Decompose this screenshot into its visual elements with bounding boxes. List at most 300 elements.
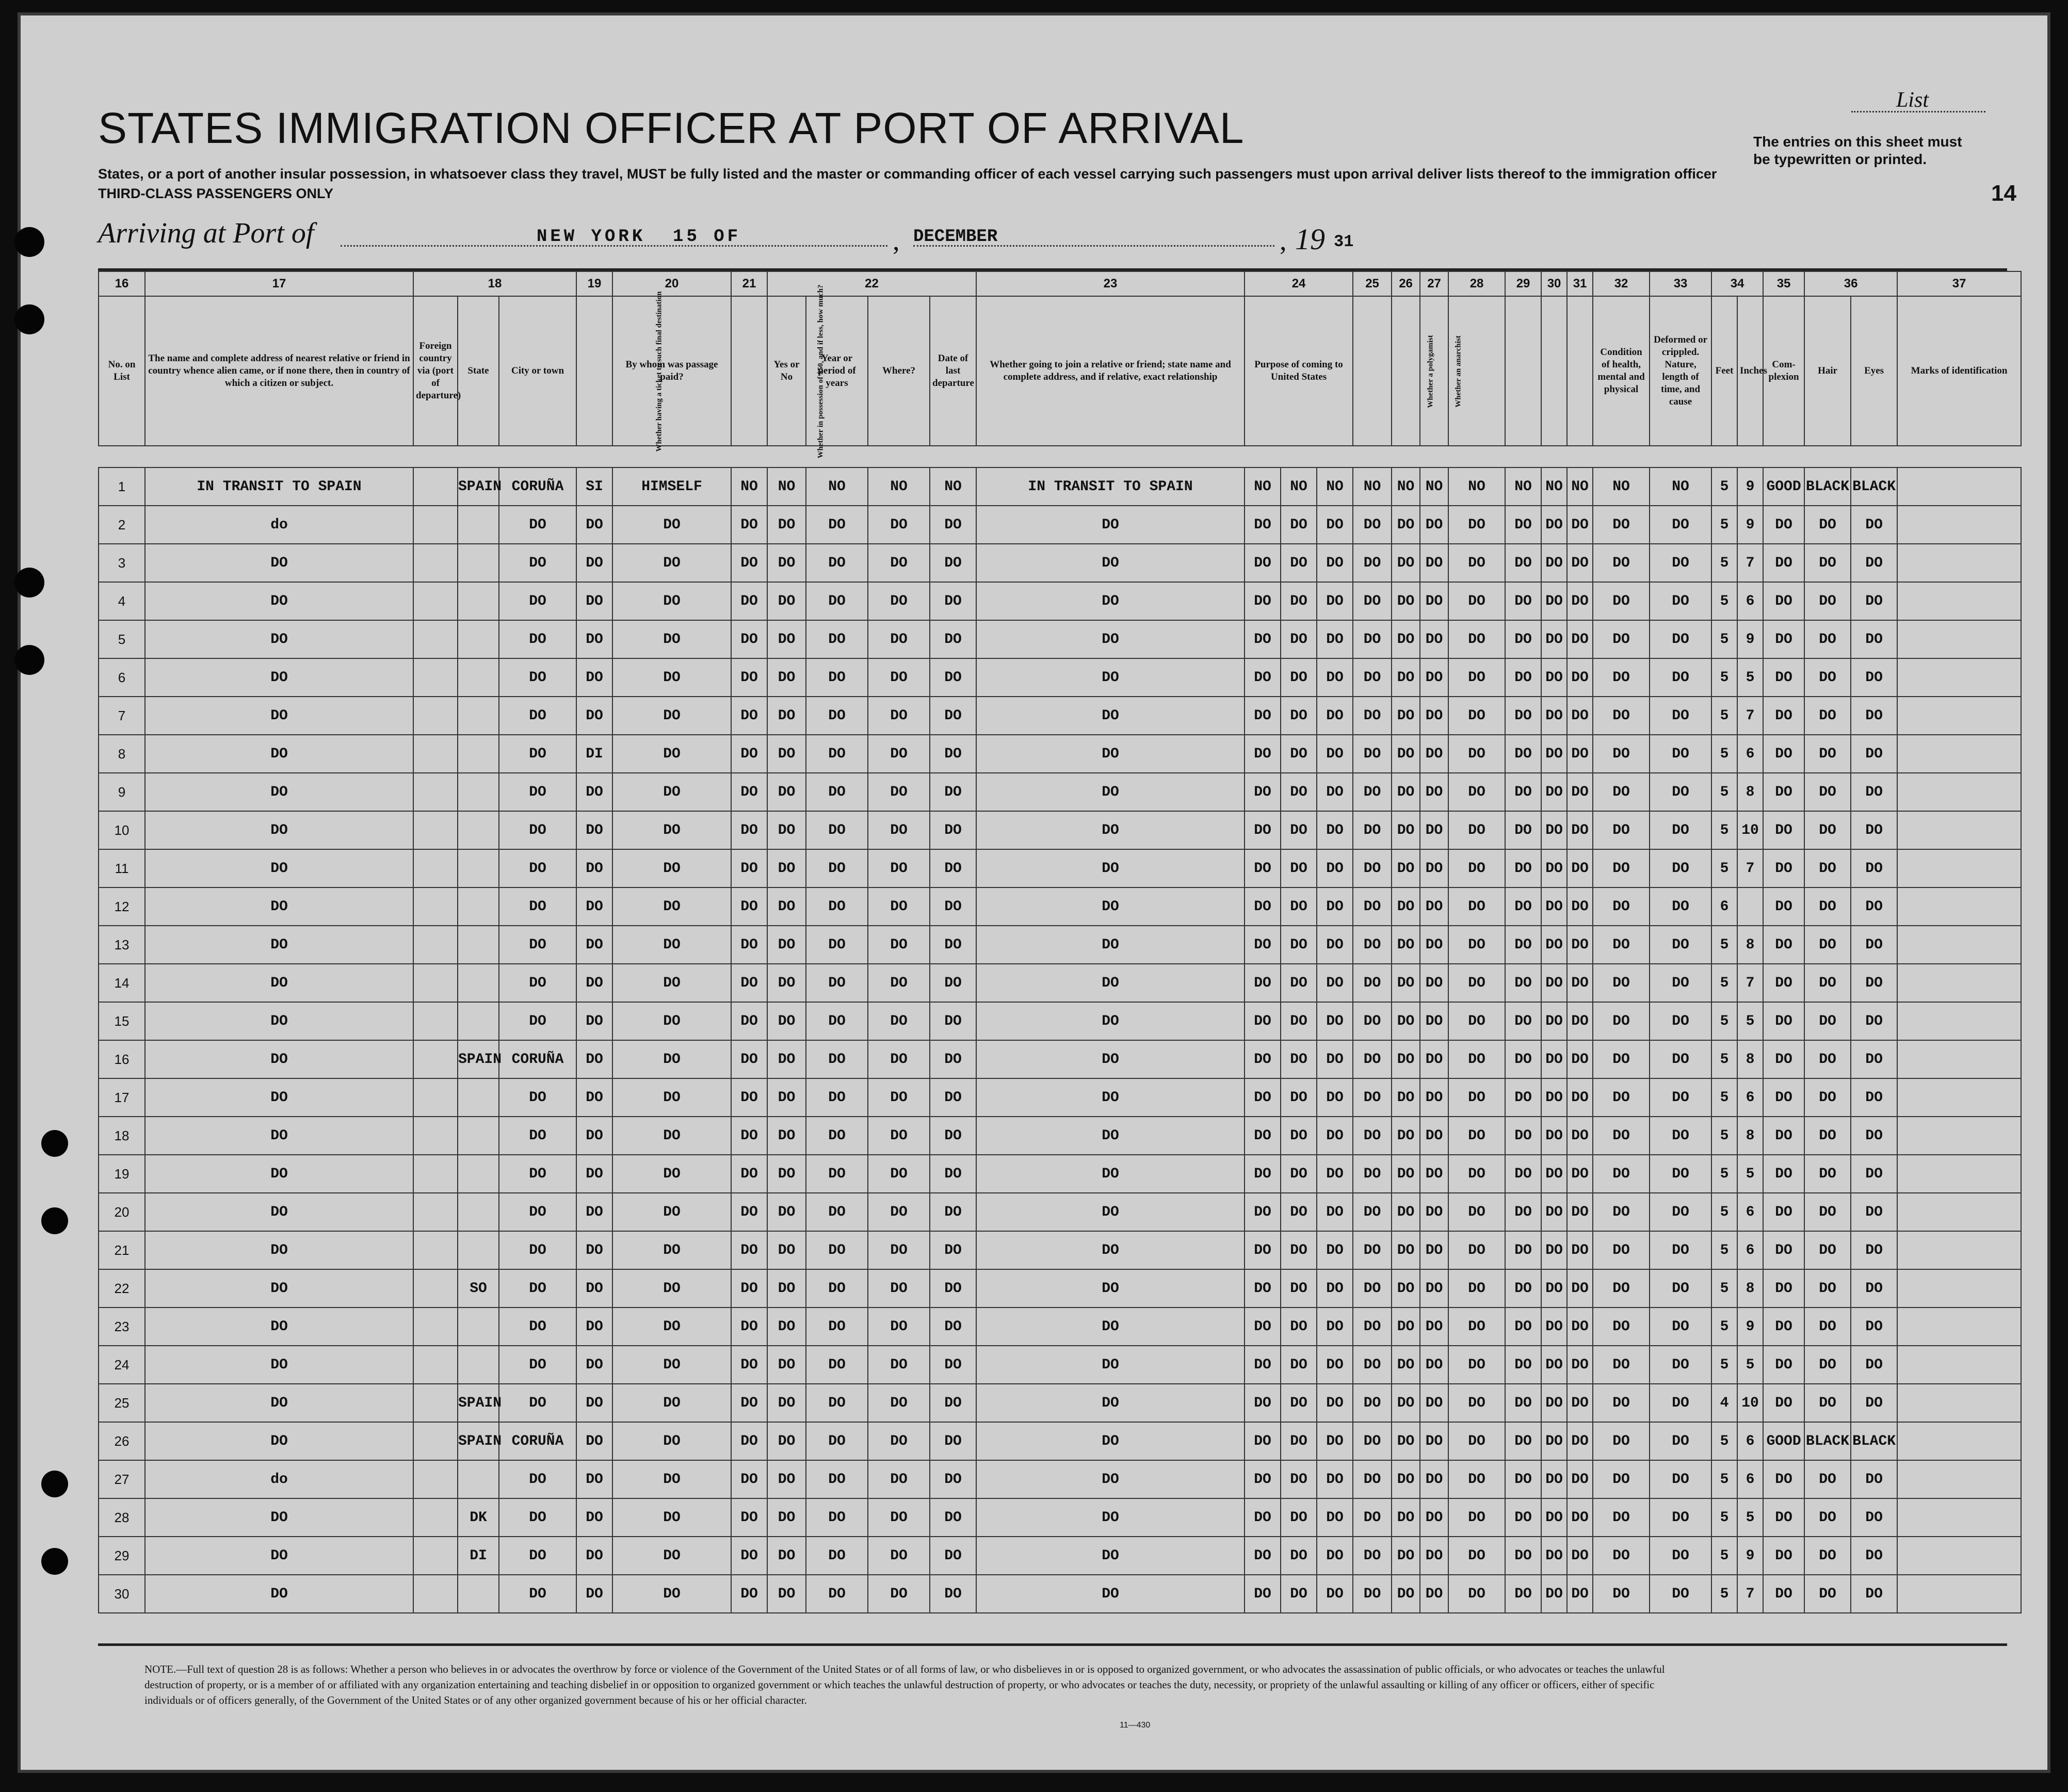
table-cell: DO [930,1460,976,1498]
table-cell: DO [767,735,806,773]
table-cell: DO [868,1040,930,1078]
table-cell: DO [1567,1155,1593,1193]
table-cell [413,697,458,735]
table-cell: DO [1541,1307,1567,1346]
row-number: 1 [99,467,145,506]
table-cell: DO [1593,1078,1650,1117]
table-cell: DO [930,506,976,544]
table-cell: DO [1650,964,1711,1002]
table-cell: DO [930,1346,976,1384]
table-cell: DO [1505,1307,1541,1346]
table-cell [458,1002,499,1040]
table-cell: DO [1567,1460,1593,1498]
manifest-table-wrap [98,268,2007,1646]
table-cell: DO [1593,887,1650,926]
table-row [99,1346,2021,1384]
table-cell: DO [731,1155,767,1193]
table-cell: DO [1505,1155,1541,1193]
table-cell [458,506,499,544]
table-cell: DO [731,735,767,773]
table-cell: DO [731,773,767,811]
table-cell: DO [145,582,413,620]
table-cell: DO [806,735,868,773]
table-cell: DO [499,1193,576,1231]
year-prefix: 19 [1295,222,1325,256]
table-cell: DO [145,926,413,964]
row-number: 16 [99,1040,145,1078]
table-cell: DO [767,658,806,697]
table-cell: DO [1420,1231,1448,1269]
row-number: 26 [99,1422,145,1460]
table-cell: DO [145,620,413,658]
table-cell: DO [767,1460,806,1498]
arriving-label: Arriving at Port of [98,217,314,249]
manifest-table [98,271,2022,1613]
table-cell: DO [1804,1231,1851,1269]
table-cell: BLACK [1804,1422,1851,1460]
table-cell: DO [1281,1078,1317,1117]
table-cell: DO [612,1307,731,1346]
table-cell: DO [612,658,731,697]
row-number: 29 [99,1537,145,1575]
header-where: Where? [868,296,930,446]
table-cell: DO [1851,1460,1897,1498]
table-cell: 5 [1737,658,1763,697]
table-cell: DO [868,1269,930,1307]
table-cell: DO [1281,1269,1317,1307]
table-cell [458,697,499,735]
header-date-departure: Date of last departure [930,296,976,446]
table-cell: DO [1245,1040,1281,1078]
table-cell: DO [767,887,806,926]
table-cell: DO [1448,1384,1505,1422]
table-cell [458,1193,499,1231]
table-cell: DO [731,1193,767,1231]
table-cell: DO [1541,1422,1567,1460]
table-cell: DO [930,1537,976,1575]
table-cell: DO [1567,1040,1593,1078]
table-row [99,1117,2021,1155]
table-cell: DO [1353,887,1392,926]
table-cell: DO [1392,697,1420,735]
table-cell: DO [1593,1422,1650,1460]
passenger-rows [99,467,2021,1613]
table-cell [1897,849,2021,887]
table-cell [1897,1307,2021,1346]
table-cell: DO [576,964,612,1002]
table-cell: DO [1353,964,1392,1002]
table-cell [1897,964,2021,1002]
table-cell: DO [767,1384,806,1422]
table-cell: 5 [1711,1269,1737,1307]
table-cell: DO [1317,1269,1353,1307]
table-cell: 5 [1711,544,1737,582]
header-nearest-relative: The name and complete address of nearest relative or friend in country whence alien came, or if none there, then in country of which a citizen or subject. [145,296,413,446]
table-cell: DO [1505,1040,1541,1078]
table-cell: DO [806,582,868,620]
table-cell: DO [1353,1269,1392,1307]
header-eyes: Eyes [1851,296,1897,446]
table-cell: 9 [1737,1307,1763,1346]
table-cell: DO [1353,1193,1392,1231]
table-cell: DO [1650,849,1711,887]
header-year-or-period: Year or period of years [806,296,868,446]
table-cell: DO [1851,620,1897,658]
table-cell: 5 [1737,1346,1763,1384]
table-cell: DO [1245,620,1281,658]
table-cell: DO [1245,582,1281,620]
table-cell: DO [976,1002,1245,1040]
table-cell: DO [1392,620,1420,658]
table-cell: DO [976,1231,1245,1269]
table-cell: DO [612,849,731,887]
table-cell: DO [1281,849,1317,887]
table-cell: DO [976,1422,1245,1460]
table-cell: DO [731,1269,767,1307]
table-cell: 5 [1711,1117,1737,1155]
table-cell [1897,1078,2021,1117]
table-cell: DO [1804,1040,1851,1078]
table-cell: DO [499,658,576,697]
table-cell [413,1002,458,1040]
table-cell: DO [1392,811,1420,849]
binder-hole [14,304,44,334]
row-number: 17 [99,1078,145,1117]
table-cell: DO [731,697,767,735]
table-cell: DO [1281,811,1317,849]
table-cell: DO [1448,658,1505,697]
table-cell [1897,1422,2021,1460]
table-cell: DO [806,1078,868,1117]
table-cell: DO [1245,926,1281,964]
row-number: 14 [99,964,145,1002]
table-cell: DO [1650,926,1711,964]
table-cell [458,849,499,887]
table-cell: DO [930,1193,976,1231]
table-cell: DO [1804,1537,1851,1575]
table-cell: DO [1851,1040,1897,1078]
table-cell: DO [1804,506,1851,544]
table-cell: DO [930,773,976,811]
header-complexion: Com- plexion [1763,296,1804,446]
column-number: 29 [1505,271,1541,296]
table-cell: DO [1317,544,1353,582]
table-cell: DO [1317,620,1353,658]
table-row [99,735,2021,773]
table-cell [413,735,458,773]
table-cell: DO [1541,1117,1567,1155]
binder-hole [14,227,44,257]
table-cell: DO [1505,1117,1541,1155]
table-cell: DO [868,735,930,773]
table-cell: DO [1353,926,1392,964]
table-cell: DO [1420,544,1448,582]
table-cell: DO [1245,544,1281,582]
table-cell: SPAIN [458,467,499,506]
table-cell [413,1422,458,1460]
table-cell: DO [806,1002,868,1040]
table-cell: DO [145,1231,413,1269]
table-cell [458,1307,499,1346]
table-cell: DO [145,1155,413,1193]
table-cell: DO [1593,1575,1650,1613]
table-cell: DO [612,1117,731,1155]
table-cell: DO [731,1040,767,1078]
table-cell: DO [1317,1155,1353,1193]
table-cell: DO [1567,1269,1593,1307]
table-cell: do [145,1460,413,1498]
table-cell: DO [1650,1269,1711,1307]
table-cell: DO [1353,1498,1392,1537]
table-cell: BLACK [1804,467,1851,506]
table-cell: DO [1650,620,1711,658]
table-cell: DO [576,1537,612,1575]
table-cell [1897,1269,2021,1307]
table-cell: DO [806,1117,868,1155]
table-cell: DO [806,658,868,697]
table-cell: DO [976,1078,1245,1117]
table-cell: DO [930,697,976,735]
table-cell: NO [1650,467,1711,506]
table-cell: DO [1317,811,1353,849]
table-cell: DO [1317,1040,1353,1078]
table-cell: DO [612,735,731,773]
table-cell: DO [612,1193,731,1231]
table-cell: DO [1281,1498,1317,1537]
table-cell: DO [145,964,413,1002]
table-cell: DO [1281,1155,1317,1193]
table-cell: SPAIN [458,1384,499,1422]
table-cell: DO [576,620,612,658]
table-cell: DO [1593,1193,1650,1231]
table-cell: 5 [1711,582,1737,620]
table-cell [1897,1193,2021,1231]
table-cell: 5 [1711,1231,1737,1269]
table-cell: DO [1505,1537,1541,1575]
table-cell: 5 [1711,1346,1737,1384]
table-cell: 5 [1711,1498,1737,1537]
table-cell: DO [1650,544,1711,582]
table-cell: DO [1281,1193,1317,1231]
table-cell: DO [1541,1269,1567,1307]
table-cell: GOOD [1763,467,1804,506]
table-cell: DO [1851,1307,1897,1346]
table-cell: 8 [1737,1117,1763,1155]
table-cell: DO [1541,620,1567,658]
table-cell: DO [1448,1155,1505,1193]
table-cell: DO [1505,1002,1541,1040]
table-cell: DO [1593,620,1650,658]
table-cell: DO [1281,1002,1317,1040]
table-cell: DO [1392,1575,1420,1613]
table-cell: DO [612,1269,731,1307]
table-cell: DO [612,582,731,620]
table-cell: DO [1392,582,1420,620]
table-row [99,849,2021,887]
table-cell: DO [1448,582,1505,620]
table-cell: DO [1317,1346,1353,1384]
table-cell: NO [1567,467,1593,506]
binder-hole [14,645,44,675]
table-row [99,964,2021,1002]
table-cell: DO [806,1040,868,1078]
table-cell: DO [499,1307,576,1346]
table-cell: DO [930,1307,976,1346]
table-cell: DO [731,1231,767,1269]
table-cell: DO [976,1537,1245,1575]
table-cell: DO [1505,964,1541,1002]
table-cell: DO [1353,582,1392,620]
table-cell [458,1117,499,1155]
header-marks: Marks of identification [1897,296,2021,446]
table-cell: DO [1448,1231,1505,1269]
table-cell: DO [1541,1078,1567,1117]
entries-instruction: The entries on this sheet must be typewritten or printed. [1753,134,1962,167]
table-cell: DO [731,849,767,887]
header-polygamist: Whether a polygamist [1392,296,1420,446]
table-cell: 5 [1711,620,1737,658]
table-row [99,1422,2021,1460]
table-cell: DO [1505,1384,1541,1422]
table-cell: DO [1593,811,1650,849]
table-cell: DO [499,1078,576,1117]
table-cell: DO [1392,1422,1420,1460]
table-cell: DO [767,1193,806,1231]
table-cell [1897,773,2021,811]
table-cell [458,658,499,697]
table-cell: IN TRANSIT TO SPAIN [976,467,1245,506]
table-cell: CORUÑA [499,1040,576,1078]
table-cell: DO [612,1537,731,1575]
table-cell: DO [1567,582,1593,620]
table-cell: DO [868,1384,930,1422]
table-cell: DO [1650,735,1711,773]
table-cell: DO [930,582,976,620]
table-cell: DO [1541,1498,1567,1537]
table-cell: DO [1420,697,1448,735]
table-cell: DO [499,697,576,735]
table-cell: 5 [1711,1460,1737,1498]
table-cell: DO [145,849,413,887]
table-cell: DO [767,1537,806,1575]
table-cell: DO [767,1269,806,1307]
table-cell: DO [145,1498,413,1537]
table-cell: DO [1804,964,1851,1002]
table-cell: DO [1593,926,1650,964]
row-number: 8 [99,735,145,773]
table-cell: DO [145,773,413,811]
table-cell: DO [1650,1155,1711,1193]
table-cell: DO [576,658,612,697]
table-cell: DO [1448,1193,1505,1231]
table-cell: DO [976,506,1245,544]
table-cell: DO [1505,773,1541,811]
table-cell: 6 [1737,1193,1763,1231]
header-anarchist: Whether an anarchist [1420,296,1448,446]
table-row [99,620,2021,658]
table-cell: DO [1650,697,1711,735]
column-number: 19 [576,271,612,296]
table-row [99,1498,2021,1537]
table-cell: DO [976,620,1245,658]
table-cell [1897,544,2021,582]
column-number: 35 [1763,271,1804,296]
table-cell: DO [1392,887,1420,926]
column-number: 34 [1711,271,1763,296]
table-cell: DO [806,773,868,811]
table-cell: DO [1541,1155,1567,1193]
table-cell: DO [1763,658,1804,697]
table-cell: DO [1420,887,1448,926]
table-cell [413,1498,458,1537]
table-cell: DO [499,1575,576,1613]
table-cell: DO [731,1346,767,1384]
table-cell: DO [1567,964,1593,1002]
table-cell: DO [1392,544,1420,582]
list-label: List [1896,88,1929,112]
table-cell: DO [612,1346,731,1384]
table-cell: DO [1541,544,1567,582]
table-cell: CORUÑA [499,467,576,506]
table-cell: DO [930,1231,976,1269]
table-cell: DO [1593,1155,1650,1193]
table-cell: DO [976,849,1245,887]
table-cell: DO [1317,735,1353,773]
table-cell: DO [576,1231,612,1269]
table-cell: NO [868,467,930,506]
table-cell: DO [976,1346,1245,1384]
table-cell: DO [1505,1460,1541,1498]
header-col-29 [1505,296,1541,446]
month-value: DECEMBER [913,227,998,247]
table-cell: DO [1420,1040,1448,1078]
table-cell: DO [1650,1040,1711,1078]
column-number: 30 [1541,271,1567,296]
table-cell: DO [1245,658,1281,697]
table-cell: DO [1593,1117,1650,1155]
table-cell: SI [576,467,612,506]
table-cell: 5 [1737,1002,1763,1040]
table-cell: DO [499,1155,576,1193]
table-cell: DO [1420,811,1448,849]
table-cell: DO [145,697,413,735]
table-cell: DO [145,1040,413,1078]
table-row [99,582,2021,620]
table-cell: DO [1650,1231,1711,1269]
table-cell: DO [499,1498,576,1537]
table-cell: DO [1505,1269,1541,1307]
table-cell: DO [499,1231,576,1269]
table-cell: DO [1593,735,1650,773]
table-cell: DO [767,1307,806,1346]
table-cell: DO [499,620,576,658]
table-cell: DO [1650,1078,1711,1117]
table-cell: DO [1281,1307,1317,1346]
table-cell: DO [1317,1384,1353,1422]
table-row [99,926,2021,964]
table-cell: DO [1245,811,1281,849]
table-cell: DO [1505,1231,1541,1269]
class-note: THIRD-CLASS PASSENGERS ONLY [98,186,334,201]
table-row [99,1078,2021,1117]
table-cell: DO [1804,544,1851,582]
binder-hole [41,1548,68,1575]
row-number: 2 [99,506,145,544]
header-join-relative: Whether going to join a relative or friend; state name and complete address, and if relative, exact relationship [976,296,1245,446]
table-cell: DO [1763,1269,1804,1307]
table-cell: DO [1567,1231,1593,1269]
table-cell: DO [1448,1117,1505,1155]
